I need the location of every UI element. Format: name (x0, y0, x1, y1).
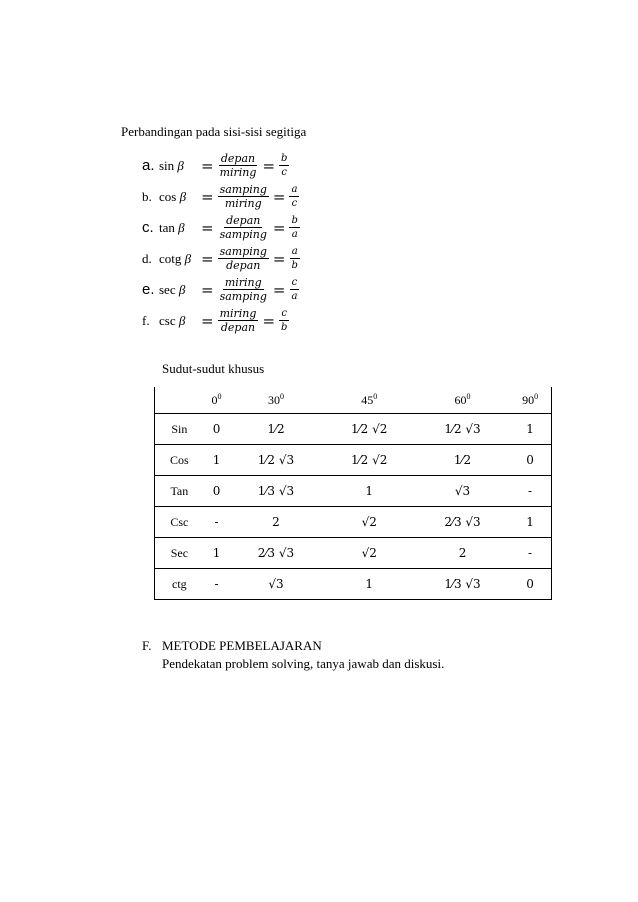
row-label: Csc (155, 507, 204, 538)
formula-row (142, 212, 322, 243)
special-angles-heading: Sudut-sudut khusus (162, 361, 265, 376)
table-cell: √3 (229, 569, 322, 600)
side-fraction: $\frac{b}{c}$ (281, 153, 288, 178)
equals-sign: = (262, 156, 276, 175)
formula-row (142, 274, 322, 305)
list-marker: b. (142, 188, 152, 204)
equals-sign: = (272, 187, 286, 206)
table-cell: 1⁄2 (416, 445, 509, 476)
function-name: cos β (159, 188, 187, 204)
equals-sign: = (272, 218, 286, 237)
side-fraction: $\frac{b}{a}$ (291, 215, 298, 240)
table-cell: 1 (323, 476, 416, 507)
row-label: Cos (155, 445, 204, 476)
table-cell: 1⁄3 √3 (229, 476, 322, 507)
section-heading: Perbandingan pada sisi-sisi segitiga (121, 124, 307, 139)
table-cell: 0 (509, 569, 551, 600)
row-label: ctg (155, 569, 204, 600)
equals-sign: = (262, 311, 276, 330)
formula-row (142, 181, 322, 212)
table-cell: √2 (323, 507, 416, 538)
section-body: Pendekatan problem solving, tanya jawab dan diskusi. (162, 656, 445, 671)
table-cell: 1⁄3 √3 (416, 569, 509, 600)
row-label: Sec (155, 538, 204, 569)
table-cell: 1 (323, 569, 416, 600)
ratio-fraction: $\frac{\text{samping}}{\text{miring}}$ (219, 183, 267, 210)
equals-sign: = (201, 187, 214, 206)
list-marker: e. (142, 281, 155, 298)
equals-sign: = (201, 311, 214, 330)
table-row (155, 476, 552, 507)
section-f (142, 637, 444, 673)
table-cell: 0 (509, 445, 551, 476)
equals-sign: = (201, 280, 214, 299)
table-row (155, 414, 552, 445)
table-cell: 1 (509, 507, 551, 538)
formula-row (142, 305, 322, 336)
table-cell: 1⁄2 √2 (323, 414, 416, 445)
angle-header: $0^0$ (211, 392, 222, 407)
table-cell: 2⁄3 √3 (229, 538, 322, 569)
list-marker: d. (142, 250, 152, 266)
side-fraction: $\frac{a}{c}$ (291, 184, 298, 209)
equals-sign: = (201, 156, 214, 175)
ratio-fraction: $\frac{\text{samping}}{\text{depan}}$ (219, 245, 267, 272)
side-fraction: $\frac{a}{b}$ (291, 246, 298, 271)
equals-sign: = (272, 280, 286, 299)
formula-row (142, 243, 322, 274)
angle-header: $60^0$ (454, 392, 471, 407)
table-row (155, 445, 552, 476)
section-title: METODE PEMBELAJARAN (162, 638, 322, 653)
list-marker: a. (142, 157, 155, 174)
angle-header: $45^0$ (361, 392, 378, 407)
equals-sign: = (201, 249, 214, 268)
table-cell: 2 (416, 538, 509, 569)
ratio-fraction: $\frac{\text{miring}}{\text{samping}}$ (219, 276, 267, 303)
table-corner-cell (155, 387, 204, 414)
trig-formula-list (142, 150, 322, 336)
table-cell: - (509, 476, 551, 507)
function-name: csc β (159, 312, 186, 328)
table-cell: - (509, 538, 551, 569)
list-marker: c. (142, 219, 154, 236)
table-cell: 1 (204, 445, 230, 476)
table-cell: 1⁄2 √3 (229, 445, 322, 476)
formula-row (142, 150, 322, 181)
table-cell: - (204, 569, 230, 600)
angle-header: $90^0$ (522, 392, 539, 407)
table-header-row (155, 387, 552, 414)
function-name: tan β (159, 219, 185, 235)
list-marker: f. (142, 312, 150, 328)
row-label: Tan (155, 476, 204, 507)
table-cell: 1 (204, 538, 230, 569)
ratio-fraction: $\frac{\text{depan}}{\text{samping}}$ (219, 214, 267, 241)
table-row (155, 538, 552, 569)
special-angles-table (154, 387, 552, 600)
table-cell: 2 (229, 507, 322, 538)
table-cell: 1⁄2 (229, 414, 322, 445)
side-fraction: $\frac{c}{a}$ (291, 277, 298, 302)
ratio-fraction: $\frac{\text{depan}}{\text{miring}}$ (219, 152, 257, 179)
row-label: Sin (155, 414, 204, 445)
section-marker: F. (142, 638, 152, 653)
table-cell: 2⁄3 √3 (416, 507, 509, 538)
function-name: sin β (159, 157, 184, 173)
side-fraction: $\frac{c}{b}$ (281, 308, 288, 333)
ratio-fraction: $\frac{\text{miring}}{\text{depan}}$ (219, 307, 257, 334)
table-cell: 1 (509, 414, 551, 445)
table-cell: 1⁄2 √2 (323, 445, 416, 476)
table-cell: 0 (204, 414, 230, 445)
function-name: sec β (159, 281, 186, 297)
table-cell: - (204, 507, 230, 538)
table-cell: 1⁄2 √3 (416, 414, 509, 445)
equals-sign: = (272, 249, 286, 268)
table-row (155, 569, 552, 600)
angle-header: $30^0$ (267, 392, 284, 407)
function-name: cotg β (159, 250, 192, 266)
table-row (155, 507, 552, 538)
table-cell: 0 (204, 476, 230, 507)
equals-sign: = (201, 218, 214, 237)
table-cell: √3 (416, 476, 509, 507)
table-cell: √2 (323, 538, 416, 569)
